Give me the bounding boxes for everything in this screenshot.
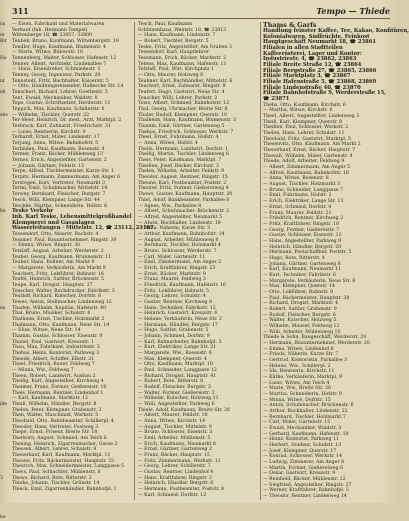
directory-entry: Thesenvitz, Otto, Kaufmann, Am Markt 2 (263, 142, 361, 148)
directory-entry: Inh. Karl Teske, Lebensmittelgroßhandel (12, 213, 132, 220)
directory-entry: — Helene, Verkäuferin, Neue Str. 2 (138, 316, 222, 322)
directory-entry: Thiele, Adolf, Kaufmann, Breite Str. 26 (138, 407, 231, 413)
directory-entry: — Heinrich, Gastwirt, Kreuzstr. 6 (138, 311, 218, 317)
directory-entry: — Heinrich, Händler, Bergstr. 6 (138, 481, 214, 487)
directory-entry: — Albert, Schuhmacher, Brückenstr. 2 (138, 209, 230, 215)
directory-entry: Ter-Meer, Heinrich, Dr. med., Arzt, Marktpl. 2 (12, 118, 122, 124)
directory-entry: Tessmer, Paul, Bauunternehmer, Ringstr. 30 (12, 237, 117, 243)
directory-entry: — Johann, Schmied, Dorfstr. 9 (138, 333, 210, 339)
directory-entry: — Friedrich, Kaufmann, Hafenstr. 16 (138, 282, 226, 288)
directory-entry: — Minna, Ww., Feldweg 7 (12, 367, 74, 373)
directory-entry: Theel, Friedrich, Bauer, Feldweg 7 (12, 362, 95, 368)
directory-entry: Thewalt, Wilhelm, Maler, Gartenstr. 4 (263, 153, 353, 159)
directory-entry: Thau, Max, Fabrikant, Industriestr. 5 (12, 345, 100, 351)
directory-entry: Terhardt, Ernst, Maler, Lindenstr. 17 (12, 135, 100, 141)
directory-entry: Teufert, Hugo, Gastwirt, Neue Str. 4 (138, 90, 225, 96)
directory-entry: — Fritz, Zimmermann, Werkstr. 11 (138, 458, 221, 464)
directory-entry: Industriestr. 4, ☎ 23862, 23863 (263, 56, 357, 63)
directory-entry: Thews, Richard, Bote, Ritterstr. 2 (12, 475, 92, 481)
directory-entry: — Marie, Witwe, Bülowstr. 10 (12, 50, 83, 56)
directory-entry: — Max, Klempner, Querstr. 14 (263, 284, 335, 290)
directory-entry: — Anton, Schuhmacher, Brückenstr. 6 (263, 403, 354, 409)
directory-entry: Thanel, Paul, Gastwirt, Kreuzstr. 1 (12, 339, 94, 345)
directory-entry: — Johann, Gärtner, Feldstr. 15 (12, 163, 85, 169)
margin-fragment: he (0, 209, 6, 215)
directory-entry: — August, Arbeiter, Mühlenweg 6 (138, 237, 219, 243)
directory-entry: Teuscher, Walter, Buchdrucker, Fabrikstr. 3 (12, 288, 115, 294)
directory-entry: — Ernst, Bäcker, Marktstr. 9 (138, 271, 206, 277)
directory-entry: — Oskar, Gastwirt, Kreuzstr. 9 (263, 471, 336, 477)
directory-entry: Schützenhaus, Weinstr. 18, ☎ 23813 (138, 27, 227, 33)
directory-entry: — Max, Klempner, Querstr. 4 (138, 356, 207, 362)
directory-entry: Theurer, Fritz, Former, Gießereiweg 4 (138, 186, 229, 192)
directory-entry: — Fritz, Kraftfahrer, Ringstr. 18 (263, 221, 339, 227)
directory-entry: Thiede & Sohn, Baugeschäft, Werderstr. 20 (263, 335, 367, 341)
directory-entry: Thalmann, Otto, Kaufmann, Neue Str. 14 (12, 322, 110, 328)
directory-entry: Filiale Marktplatz 3, ☎ 23867 (263, 73, 351, 80)
directory-entry: Terstegen, Kurt, Vertreter, Neumarkt 3 (12, 180, 105, 186)
directory-entry: — Hans, Techniker, Fabrikstr. 12 (138, 305, 216, 311)
directory-entry: — Werner, Kraftfahrer, Bahnhofpl. 5 (263, 488, 349, 494)
directory-entry: Then, Walter, Maschinist, Werkstr. 5 (12, 413, 99, 419)
directory-entry: Tessendorf, Karl, Hauptlehrer (138, 50, 210, 56)
directory-entry: Theilig, Kurt, Angestellter, Kirchweg 4 (12, 379, 104, 385)
column-1 (12, 22, 154, 493)
directory-entry: — Elise, Witwe, Neue Str. 14 (12, 328, 81, 334)
directory-entry: — Otto, Kaufmann, Marktpl. 10 (138, 362, 213, 368)
directory-entry: — Frieda, Näherin, Kurze Str. 7 (263, 352, 339, 358)
directory-entry: Tewes, Anton, Stellmacher, Lindenweg 12 (12, 299, 112, 305)
directory-entry: — Carl, Maler, Gartenstr. 15 (263, 420, 331, 426)
directory-entry: — Luise, Rentnerin, Kirchstr. 9 (12, 129, 86, 135)
directory-entry: — Luise, Witwe, Am Teich 4 (263, 380, 330, 386)
directory-entry: Thews, Gustav, Kaufmann, Hauptstr. 20 (138, 192, 233, 198)
directory-entry: Theel, Albert, Angestellter, Lindenweg 3 (263, 114, 360, 120)
directory-entry: Teupe, Karl, Drogist, Hauptstr. 27 (12, 282, 93, 288)
margin-fragment: en (0, 305, 6, 311)
directory-entry: — Konrad, Schlosser, Werkstr. 14 (263, 454, 343, 460)
directory-entry: — Carl, Maler, Gartenstr. 11 (138, 254, 206, 260)
directory-entry: Thieck, Emil, Zigarrenhändler, Bahnhofpl. 1 (12, 487, 117, 493)
directory-entry: Tepe, Gustav, Schriftsetzer, Herderstr. 11 (12, 101, 111, 107)
directory-entry: — Karl, Kaufmann, Marktstr. 12 (12, 396, 89, 402)
directory-entry: — Margarete, Verkäuferin, Neue Str. 8 (263, 278, 356, 284)
directory-entry: Theobald, Fritz, Gastwirt, Marktpl. 5 (263, 136, 351, 142)
directory-entry: — Bruno, Schlosser, Eisenstr. 3 (138, 430, 213, 436)
directory-entry: Thelen, Hans, Lehrer, Schulstr. 11 (263, 131, 345, 137)
directory-entry: — Kurt, Techniker, Fabrikstr. 6 (263, 272, 337, 278)
column-2 (138, 22, 258, 498)
directory-entry: — Albert, Zimmermann, Am Anger 5 (263, 165, 351, 171)
directory-entry: Thiede, Adolf, Arbeiter, Feldweg 9 (263, 159, 345, 165)
directory-entry: Thamm, Gustav, Schlosser, Eisenstr. 9 (12, 333, 103, 339)
directory-entry: — Franz, Bäcker, Hauptstr. 15 (138, 453, 210, 459)
directory-entry: — Robert, Sattler, Grabenstr. 9 (263, 306, 337, 312)
directory-entry: — Anna, Witwe, Hofstr. 4 (138, 141, 198, 147)
directory-entry: — Ernst, Gärtner, Gartenweg 2 (138, 447, 213, 453)
directory-entry: Wittenberge 18, ☎ 23857, 33800 (12, 33, 93, 39)
directory-entry: — Alwin, Buchhalter, Lindenstr. 19 (138, 220, 221, 226)
directory-entry: — Georg, Former, Gießereistr. 7 (263, 227, 340, 233)
directory-entry: — Johann, Gärtner, Gartenweg 8 (263, 261, 341, 267)
directory-entry: — Siegfried, Angestellter, Ringstr. 27 (263, 482, 352, 488)
directory-entry: — August, Tischler, Mittelstr. 9 (138, 424, 212, 430)
directory-entry: — Eisen, Fabrikant und Materialwaren (12, 22, 105, 27)
directory-entry: — Albert, Maurer, Feldstr. 18 (138, 413, 208, 419)
directory-entry: — Bruno, Schneider, Langgasse 7 (263, 187, 344, 193)
directory-entry: — Ewald, Mechaniker, Waldstr. 3 (263, 426, 342, 432)
directory-entry: Tertel, Emil, Schuhmacher, Mittelstr. 19 (12, 186, 108, 192)
margin-fragment: ns (0, 22, 6, 27)
directory-entry: — Richard, Drogist, Hauptstr. 41 (138, 373, 217, 379)
directory-entry: — Theodor, Rentner, Lindenweg 14 (263, 494, 347, 500)
directory-entry: Theodor, August, Rentner, Ringstr. 15 (138, 175, 228, 181)
directory-entry: — Josef, Klempner, Querstr. 17 (263, 448, 337, 454)
directory-entry: — Gustav, Schlosser, Eisenstr. 12 (263, 233, 342, 239)
directory-entry: — Martha, Schneiderin, Hofstr. 9 (263, 392, 342, 397)
directory-entry: Thal, Georg, Uhrmacher, Breite Str. 8 (138, 107, 228, 113)
directory-entry: — Anna, Witwe, Rosenstr. 8 (263, 176, 329, 182)
directory-entry: — Karl, Schmied, Dorfstr. 12 (138, 492, 207, 498)
directory-entry: — Hugo, Bote, Ritterstr. 4 (263, 255, 325, 261)
directory-entry: Theißen, Josef, Bäcker, Kirchstr. 3 (138, 163, 219, 169)
directory-entry: Terjung, Anna, Witwe, Bahnhofstr. 5 (12, 141, 99, 147)
directory-entry: Wasserleitungen · Mittelstr. 12, ☎ 23112, 23187 (12, 225, 154, 232)
directory-entry: — Hans, Eisendreher, Schmiedestr. 1 (12, 67, 101, 73)
directory-entry: Handlung feinster Kaffee, Tee, Kakao, Konfitüren, (263, 28, 409, 34)
margin-fragment: Bir (0, 39, 7, 45)
directory-entry: — Hermann, Postbeamter, Poststr. 8 (138, 487, 225, 493)
directory-entry: Tendler, Hugo, Kaufmann, Blumenstr. 4 (12, 44, 106, 50)
column-3 (263, 21, 409, 500)
directory-entry: — Franz, Maurer, Feldstr. 21 (263, 210, 332, 216)
directory-entry: Tenner, Albert, Architekt, Lindenallee 7 (12, 61, 107, 67)
directory-entry: — Karl, Kaufmann, Neumarkt 11 (263, 267, 342, 273)
margin-fragment: 3 (0, 475, 3, 481)
directory-entry: Filiale Hafenstraße 5, ☎ 23868, 23869 (263, 79, 377, 86)
directory-entry: — Margarete, Ww., Rosenstr. 6 (138, 350, 212, 356)
directory-entry: Terpe, Alfred, Tischlermeister, Kurze Str. 1 (12, 169, 114, 175)
directory-entry: — Hermann, Händler, Bergstr. 17 (138, 322, 218, 328)
directory-entry: — Otto, Lokführer, Bahnstr. 9 (263, 289, 334, 295)
directory-entry: — Gerhard, Kaufmann, Hafenstr. 19 (263, 431, 349, 437)
directory-entry: — Hans, Kaufmann, Lindenstr. 7 (138, 33, 216, 39)
directory-entry: — Martin, Former, Gießereiweg 6 (263, 465, 344, 471)
margin-fragment: er (0, 33, 5, 39)
directory-entry: — Minna, Witwe, Dorfstr. 15 (263, 397, 331, 403)
directory-entry: Tenbek, Bruno, Kaufmann, Wittenbergstr. 19 (12, 39, 119, 45)
directory-entry: Theis, Hermann, Rentner, Lindenhof 1 (12, 390, 104, 396)
directory-entry: — Richard, Drogist, Marktstr. 4 (263, 301, 338, 307)
directory-entry: — Erich, Kraftfahrer, Ringstr. 23 (138, 265, 216, 271)
directory-entry: Kolonialwaren, Südfrüchte, Feinkost (263, 33, 370, 40)
directory-entry: Tews, Albert, Schmied, Bahnhofstr. 12 (138, 101, 230, 107)
directory-entry: — Hermann, Postschaffner, Poststr. 5 (263, 250, 352, 256)
directory-entry: Terbrack, Karl, Zahnarzt, Friedrichstr. 31 (12, 124, 111, 130)
directory-entry: — Emma, Witwe, Lindenhof 6 (263, 346, 334, 352)
directory-entry: Theile, Hermann, Landwirt, Dorfstr. 1 (138, 146, 229, 152)
directory-entry: — Emil, Fuhrmann, Hofstr. 2 (263, 193, 332, 199)
directory-entry: — Emma, Witwe, Ringstr. 30 (12, 243, 81, 249)
directory-entry: — Emil, Arbeiter, Mühlenstr. 5 (138, 436, 211, 442)
directory-entry: — Hermann, Bauunternehmer, Werderstr. 20 (263, 340, 370, 346)
directory-entry: — Arthur, Kaufmann, Bahnhofstr. 14 (138, 231, 225, 237)
directory-entry: — Robert, Bote, Ritterstr. 8 (138, 379, 204, 385)
directory-entry: Thevs, Paul, Schlachter, Mühlenstr. 8 (12, 470, 101, 476)
column-divider (260, 22, 261, 500)
directory-entry: — Hugo, Sattler, Grabenstr. 5 (138, 328, 209, 334)
directory-entry: — Gertrud, Kontoristin, Parkallee 3 (263, 357, 348, 363)
directory-entry: Thalheim, Ernst, Tischler, Holzmarkt 2 (12, 316, 105, 322)
directory-entry: Theune, Karl, Postbeamter, Poststr. 2 (138, 180, 227, 186)
page-number: 311 (12, 6, 29, 16)
directory-entry: ☎ 23871 (263, 96, 290, 103)
directory-entry: Thalheim, Hans, Kaufmann, Blumenstr. 3 (138, 118, 236, 124)
directory-entry: — Ida, Rentnerin, Kirchstr. 11 (263, 369, 335, 375)
directory-entry: Theiß, Wilhelm, Händler, Bergstr. 8 (12, 402, 97, 408)
directory-entry: Thebus, Friedrich, Schlosser, Werkstr. 7 (138, 129, 234, 135)
directory-entry: Tent, Ewald, Mechaniker, Waldstr. 8 (12, 95, 98, 101)
directory-entry: Teuber, Hans, Kellner, Am Markt 9 (12, 260, 95, 266)
directory-entry: — Otto, Handlungsreisender, Hallesche Str. 14 (12, 84, 124, 90)
directory-entry: — Willi, Arbeiter, Mühlenweg 10 (263, 329, 341, 335)
directory-entry: Theuerkauf, Ernst, Bäcker, Hauptstr. 7 (263, 148, 356, 154)
directory-entry: — Wilhelm, Tischler, Querstr. 22 (12, 112, 90, 118)
directory-entry: Therkorn, August, Schmied, Am Teich 6 (12, 436, 107, 442)
directory-entry: Thepe, Ernst, Friseur, Breite Str. 18 (12, 430, 98, 436)
directory-entry: — Bruno, Schlosser, Werderstr. 7 (138, 248, 217, 254)
directory-entry: — Karl, Bahnarbeiter, Bahnhofpl. 3 (138, 339, 222, 345)
directory-entry: — Friedrich, Rentner, Kirchweg 2 (263, 216, 344, 222)
directory-entry: — Wilhelm, Kutscher, Holzweg 11 (138, 396, 219, 402)
directory-entry: — Alfred, Kaufmann, Bahnhofstr. 16 (263, 170, 349, 176)
directory-entry: Termer, Franz, Bäcker, Mühlenweg 13 (12, 152, 104, 158)
directory-entry: — Kurt, Elektriker, Lange Str. 21 (138, 345, 217, 351)
directory-entry: — Otto, Maurer, Holzweg 8 (138, 73, 204, 79)
margin-fragment: eh (0, 90, 6, 96)
directory-entry: Tennenberg, Walter, Schlosser, Hafenstr. 12 (12, 56, 117, 62)
directory-entry: — Bernhard, Tischler, Holzmarkt 7 (263, 414, 346, 420)
directory-entry: — Bernhard, Tischler, Holzmarkt 4 (138, 243, 221, 249)
directory-entry: Thesing, Heinrich, Zigarrenmacher, Gasse 2 (12, 441, 118, 447)
directory-entry: — Anna, Witwe, Kirchstr. 14 (138, 419, 206, 425)
running-head: Tempo — Thiede (316, 6, 390, 16)
previous-page-margin (0, 22, 10, 521)
directory-entry: Tetzlaff, August, Arbeiter, Werderstr. 2 (12, 248, 104, 254)
directory-entry: Kaffeerösterei, Lager und Kontor: (263, 50, 362, 57)
directory-entry: Tessmann, Erich, Bäcker, Marktstr. 2 (138, 56, 227, 62)
directory-entry: Tenschert, Richard, Lehrer, Goethestr. 3 (12, 90, 108, 96)
page-header (12, 6, 390, 19)
directory-entry: — Gustav, Rentner, Kirchweg 8 (138, 299, 212, 305)
directory-entry: — Franz, Maurer, Feldweg 3 (138, 277, 206, 283)
directory-entry: Filiale Bergstraße 27, ☎ 23865, 23866 (263, 67, 377, 74)
directory-entry: Thiel, Adolf, Bankbeamter, Parkallee 8 (138, 197, 230, 203)
directory-entry: Terlinden, Paul, Kaufmann, Rosenstr. 4 (12, 146, 105, 152)
directory-entry: Verkauf (Inh. Hermann Tempel) (12, 27, 88, 33)
directory-entry: Klempnerei und Gasanlagen (12, 219, 95, 226)
directory-entry: Teuchert, Fritz, Lokführer, Bahnstr. 16 (12, 271, 104, 277)
directory-entry: — Käthe, Verkäuferin, Marktpl. 9 (263, 374, 343, 380)
directory-entry: — Heinz, Kontorist, Parkweg 11 (263, 437, 340, 443)
directory-entry: — Herbert, Student, Schulstr. 13 (263, 443, 342, 449)
directory-entry: Theobald, Otto, Bahnbeamter, Schillerpl. 4 (12, 419, 114, 425)
directory-entry: Tenney, Georg, Ingenieur, Parkstr. 20 (12, 73, 101, 79)
directory-entry: Thal, Bruno, Musiker, Schulstr. 6 (12, 311, 91, 317)
directory-entry: Theuerkauf, Karl, Kaufmann, Marktpl. 11 (12, 453, 111, 459)
directory-entry: — Anna, Näherin, Kurze Str. 3 (138, 226, 210, 232)
margin-fragment: ens (0, 112, 8, 118)
directory-entry: — Ernst, Schmied, Dorfstr. 4 (263, 204, 332, 210)
directory-entry: Theel, Ernst, Fuhrmann, Hofstr. 4 (138, 135, 219, 141)
directory-entry: — Emil, Zimmermann, Am Anger 2 (138, 260, 222, 266)
directory-entry: — Martha, Witwe, Kirchstr. 6 (263, 108, 333, 114)
directory-entry: Theis, Peter, Kaufmann, Marktpl. 7 (138, 158, 222, 164)
margin-fragment: Ha (0, 56, 7, 62)
margin-fragment: ide (0, 402, 7, 408)
directory-entry: Filiale Lindenstraße 40, ☎ 23870 (263, 84, 361, 91)
directory-entry: — Hans, Kraftfahrer, Ringstr. 2 (138, 475, 212, 481)
directory-entry: — Arthur, Buchhalter, Lindenstr. 22 (263, 409, 348, 415)
directory-entry: Theede, Albert, Schiffer, Elbstr. 21 (12, 356, 95, 362)
directory-entry: — Ludwig, Zimmerer, Am Anger 8 (263, 460, 345, 466)
directory-entry: Teuchert, Ernst, Zahnarzt, Ringstr. 9 (138, 84, 226, 90)
directory-entry: Tesch, Willi, Klempner, Lange Str. 44 (12, 197, 100, 203)
directory-entry: Teppich, Max, Kaufmann, Schillerstr. 6 (12, 107, 105, 113)
directory-entry: Teufel, Heinrich, Sattler, Brückenstr. 5 (12, 277, 104, 283)
directory-entry: Filialen in allen Stadtteilen (263, 45, 343, 52)
margin-fragment: he (0, 515, 6, 521)
directory-entry: Theurich, Max, Schneidermeister, Langgasse 5 (12, 464, 124, 470)
directory-entry: Teutloff, Richard, Kutscher, Dorfstr. 8 (12, 294, 101, 300)
margin-fragment: nt (0, 78, 5, 84)
directory-entry: Thaden, Wilhelm, Kapitän, Hafenstr. 40 (12, 305, 107, 311)
directory-entry: — Georg, Lehrer, Schillerstr. 7 (138, 464, 211, 470)
directory-entry: Theimer, Franz, Former, Gießereistr. 10 (12, 385, 107, 390)
directory-entry: Tetens, Max, Kaufmann, Hafenstr. 11 (138, 61, 227, 67)
directory-entry: — Willi, Angestellter, Parkweg 6 (138, 402, 215, 408)
directory-entry: Hauptgeschäft Neumarkt 18, ☎ 23861 (263, 39, 376, 46)
directory-entry: Thelen, Wilhelm, Arbeiter, Feldstr. 9 (138, 169, 225, 175)
directory-entry: Tesch, Paul, Kaufmann (138, 22, 193, 27)
directory-entry: Thiebe, Johann, Tischler, Grünstr. 14 (12, 481, 100, 487)
directory-entry: Terpitz, Hermann, Zimmermann, Am Anger 6 (12, 175, 121, 181)
directory-entry: — Paul, Schneider, Langgasse 12 (138, 367, 217, 373)
directory-entry: — Erich, Kaufmann, Neumarkt 8 (138, 441, 216, 447)
directory-entry: — Margarete, Verkäuferin, Am Markt 9 (12, 265, 106, 271)
directory-entry: Thebs, Otto, Kaufmann, Kirchstr. 6 (263, 102, 346, 108)
directory-entry: Thelen, Peter, Klempner, Grabenstr. 2 (12, 407, 102, 413)
directory-entry: Thamm, Emil, Gärtner, Gartenweg 5 (138, 124, 225, 130)
directory-entry: — Rudolf, Fleischer, Burgstr. 6 (263, 312, 336, 318)
directory-entry: — Helene, Ww., Schillerpl. 2 (263, 363, 331, 369)
directory-entry: Ternes, Erich, Angestellter, Gartenstr. 2 (12, 158, 107, 164)
directory-entry: Teske, Fritz, Angestellter, Am Graben 3 (138, 44, 232, 50)
directory-entry: Thebus, Heinz, Kontorist, Parkweg 3 (12, 350, 100, 356)
directory-entry: Thams & Garfs (263, 21, 317, 29)
directory-entry: Filiale Bahnhofstraße 9, Werderstraße 15, (263, 90, 387, 97)
directory-entry: — Georg, Lehrer, Schulstr. 4 (138, 294, 206, 300)
directory-entry: Tennstedt, Fritz, Buchhalter, Kaiserstr. 5 (12, 78, 109, 84)
directory-entry: Terwey, Bernhard, Fleischer, Burgstr. 7 (12, 192, 106, 198)
directory-entry: Thaler, Rudolf, Klempner, Querstr. 10 (138, 112, 227, 118)
directory-entry: — Walter, Former, Gießereistr. 2 (138, 390, 215, 396)
directory-entry: — Rudolf, Fleischer, Burgstr. 3 (138, 385, 211, 390)
directory-entry: Teubel, Georg, Kaufmann, Brunnenstr. 11 (12, 254, 112, 260)
directory-entry: Tessendorf, Otto, Maurer, Bachstr. 4 (12, 231, 99, 237)
directory-entry: Filiale Breite Straße 12, ☎ 23864 (263, 62, 362, 69)
directory-entry: Theilig, Martin, Tischler, Lindenweg 6 (138, 152, 229, 158)
directory-entry: Thessen, Albert, Lehrer, Schulstr. 9 (12, 447, 97, 453)
directory-entry: — Wilhelm, Maurer, Feldweg 12 (263, 323, 340, 329)
directory-entry: — August, Tischler, Holzmarkt 3 (263, 182, 341, 188)
directory-entry: — Paul, Bäckermeister, Hauptstr. 38 (263, 295, 350, 301)
directory-entry: — Erich, Elektriker, Lange Str. 13 (263, 199, 344, 205)
directory-entry: — Reinhold, Bäcker, Mühlenstr. 12 (263, 477, 346, 483)
directory-entry: Teuscher, Willi, Lehrer, Parkstr. 2 (138, 95, 218, 101)
directory-entry: — Walter, Kutscher, Holzweg 5 (263, 318, 337, 324)
directory-entry: — Agnes, Ww., Parkallee 8 (138, 203, 202, 209)
directory-entry: Teske Verkehr (12, 208, 54, 215)
directory-entry: Teschke, Martha, Schneiderin, Hofstr. 8 (12, 203, 107, 209)
directory-entry: — Fritz, Lokführer, Bahnstr. 5 (138, 288, 210, 294)
directory-entry: — Robert, Tischler, Bergstr. 5 (138, 39, 209, 45)
directory-entry: Theißen, Paul, Schlosser, Werkstr. 2 (263, 125, 349, 131)
directory-entry: Theen, Robert, Landwirt, Ausbau 2 (12, 373, 96, 379)
directory-entry: Tetzlaff, Paul, Wirt, Kirchplatz 1 (138, 67, 214, 73)
directory-entry: Theune, Fritz, Bäckermeister, Hauptstr. 33 (12, 458, 114, 464)
directory-entry: — Gustav, Rentner, Lindenhof 4 (138, 470, 214, 476)
directory-entry: Teubner, Karl, Buchhändler, Mittelstr. 6 (138, 78, 233, 84)
directory-entry: Theodor, Hans, Vertreter, Postweg 3 (12, 424, 99, 430)
directory-entry: — Hans, Angestellter, Parkweg 9 (263, 238, 342, 244)
directory-entry: Theiß, Karl, Klempner, Querstr. 8 (263, 119, 343, 125)
directory-entry: — Heinrich, Händler, Bergstr. 20 (263, 244, 342, 250)
directory-entry: — Alfred, Angestellter, Neumarkt 5 (138, 214, 222, 220)
directory-entry: — Marie, Ww., Breite Str. 30 (263, 386, 331, 392)
column-divider (134, 22, 135, 500)
